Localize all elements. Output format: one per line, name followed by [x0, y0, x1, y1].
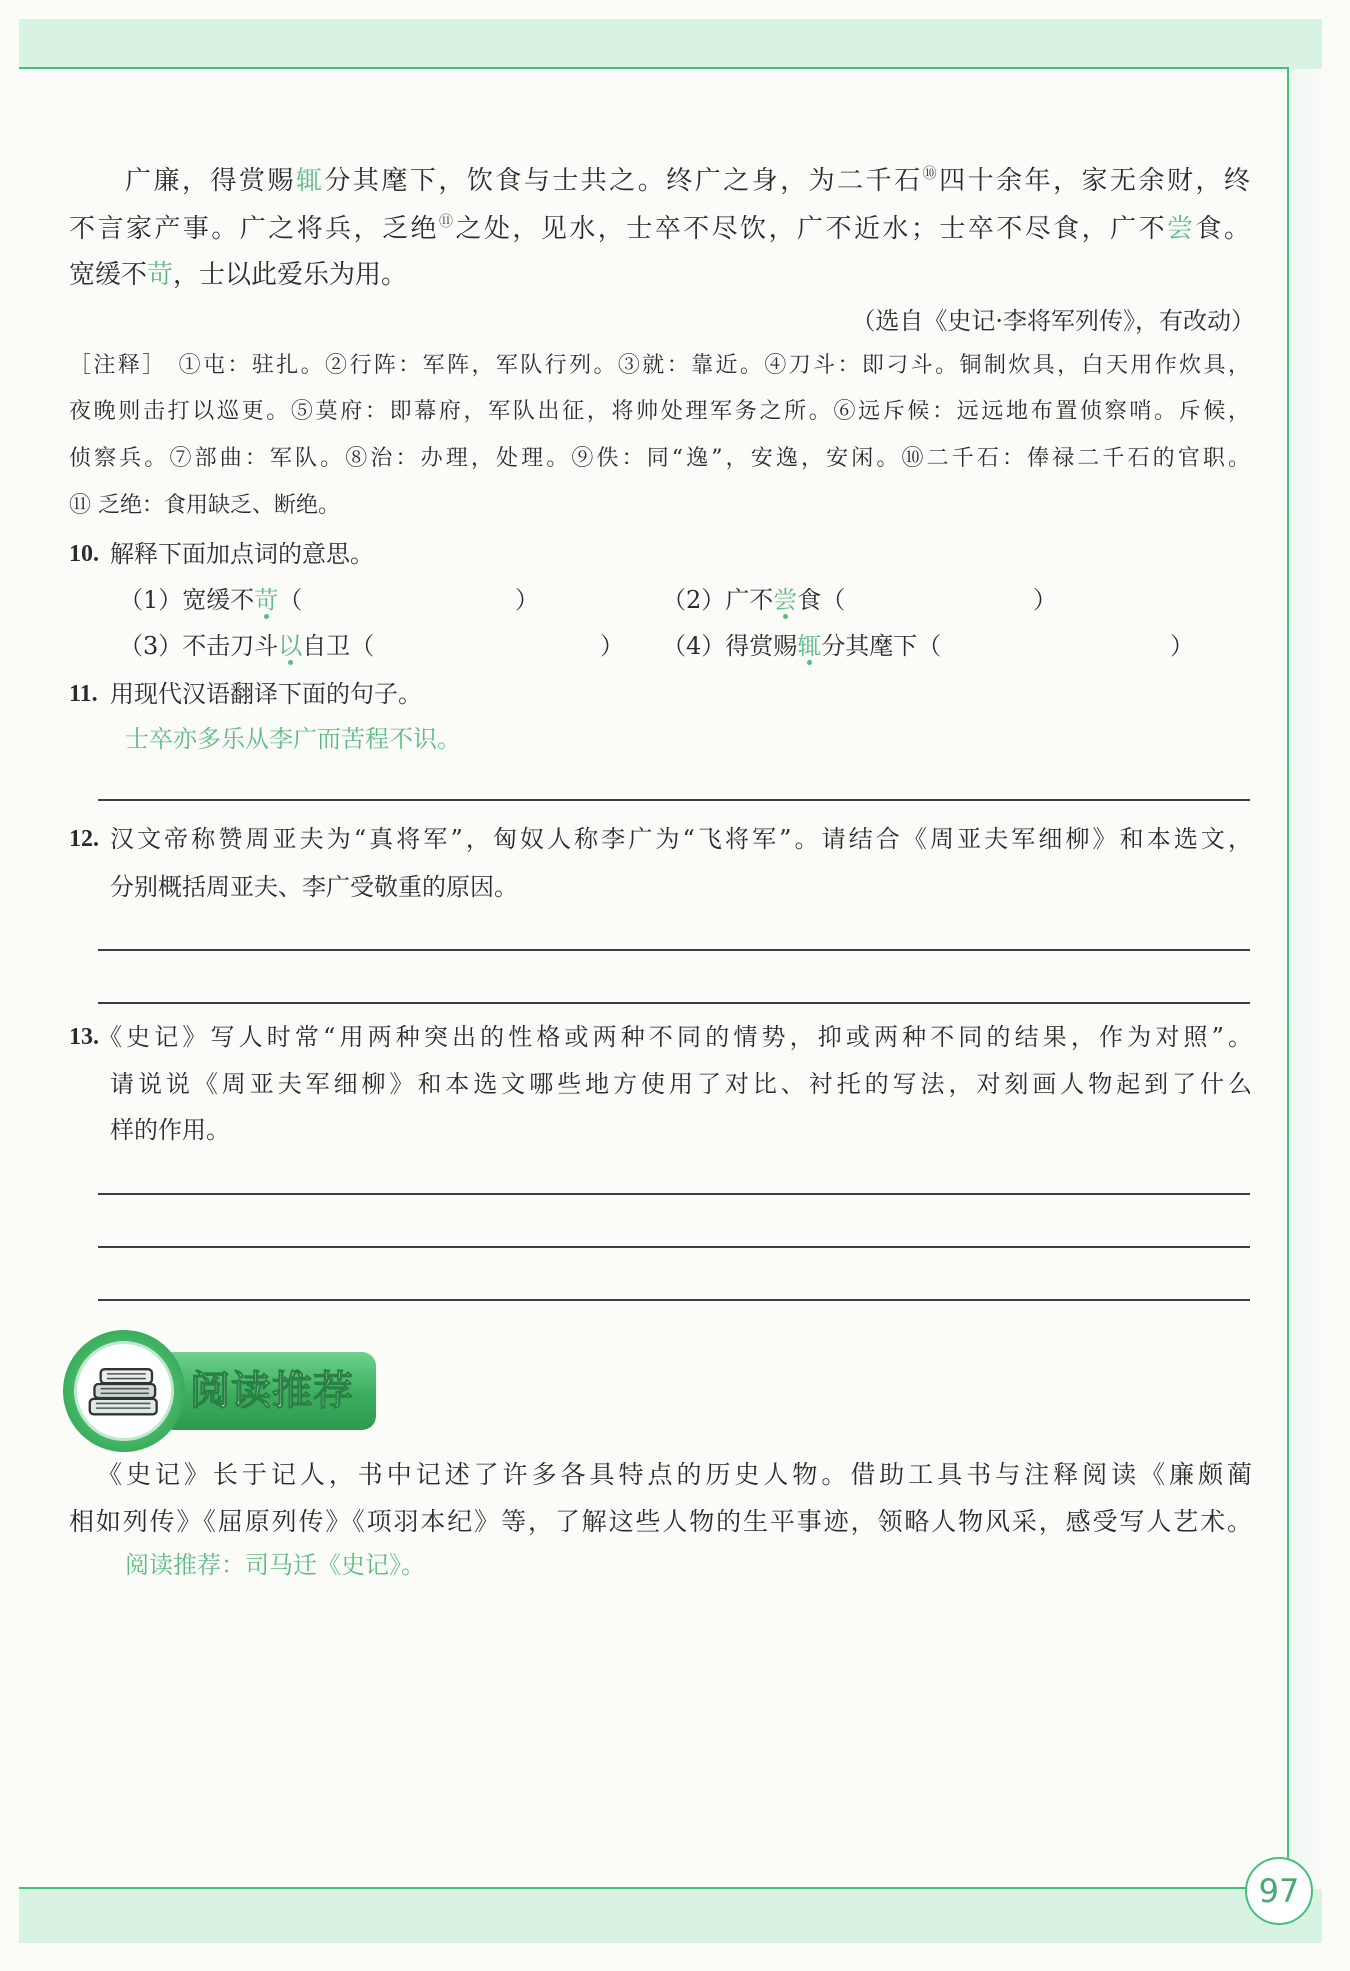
question-prompt: 解释下面加点词的意思。	[110, 540, 374, 568]
dotted-word: 尝	[773, 580, 797, 620]
answer-blank	[374, 626, 600, 666]
dotted-word: 以	[278, 626, 302, 666]
note-reference: ⑩	[922, 166, 940, 182]
notes-line: ⑪ 乏绝：食用缺乏、断绝。	[69, 493, 340, 518]
item-label: （1）	[119, 586, 183, 614]
item-text: 宽缓不	[182, 586, 255, 614]
translate-sentence: 士卒亦多乐从李广而苦程不识。	[125, 725, 461, 753]
item-label: （3）	[119, 632, 183, 660]
item-label: （2）	[662, 586, 726, 614]
item-text: 不击刀斗	[182, 632, 279, 660]
answer-line	[98, 1246, 1250, 1248]
passage-line	[125, 161, 1250, 201]
answer-blank	[302, 580, 515, 620]
highlighted-word: 辄	[295, 166, 325, 196]
answer-blank	[941, 626, 1170, 666]
paren-open: （	[917, 632, 942, 660]
notes-line: 夜晚则击打以巡更。⑤莫府：即幕府，军队出征，将帅处理军务之所。⑥远斥候：远远地布置侦察哨。斥候，	[69, 399, 1250, 424]
reading-paragraph-line: 《史记》长于记人，书中记述了许多各具特点的历史人物。借助工具书与注释阅读《廉颇蔺	[97, 1460, 1252, 1489]
question-number: 10.	[69, 541, 99, 567]
item-text: 自卫	[302, 632, 351, 660]
paren-open: （	[350, 632, 375, 660]
top-band	[19, 19, 1322, 69]
passage-text: ，士以此爱乐为用。	[173, 260, 408, 290]
passage-source: （选自《史记·李将军列传》，有改动）	[851, 307, 1255, 335]
note-reference: ⑪	[439, 214, 456, 230]
answer-line	[98, 799, 1250, 801]
passage-text: 宽缓不	[69, 260, 148, 290]
question-prompt: 样的作用。	[110, 1116, 230, 1144]
question-number: 12.	[69, 826, 99, 852]
reading-paragraph-line: 相如列传》《屈原列传》《项羽本纪》等，了解这些人物的生平事迹，领略人物风采，感受写人艺术。	[69, 1507, 1252, 1536]
dotted-word: 苛	[254, 580, 278, 620]
notes-text: ①屯：驻扎。②行阵：军阵，军队行列。③就：靠近。④刀斗：即刁斗。铜制炊具，白天用作炊具，	[178, 353, 1250, 378]
question-number: 13.	[69, 1024, 99, 1050]
answer-line	[98, 949, 1250, 951]
question-prompt: 《史记》写人时常“用两种突出的性格或两种不同的情势，抑或两种不同的结果，作为对照”。	[98, 1023, 1252, 1051]
answer-line	[98, 1002, 1250, 1004]
notes-line: 侦察兵。⑦部曲：军队。⑧治：办理，处理。⑨佚：同“逸”，安逸，安闲。⑩二千石：俸禄二千石的官职。	[69, 446, 1250, 471]
question-prompt: 分别概括周亚夫、李广受敬重的原因。	[110, 873, 518, 901]
q10-item-2	[662, 580, 1057, 620]
passage-line	[69, 255, 1250, 295]
q10-item-4	[662, 626, 1194, 666]
reading-recommendation: 阅读推荐：司马迁《史记》。	[125, 1551, 425, 1579]
q10-item-3	[119, 626, 624, 666]
dotted-word: 辄	[797, 626, 821, 666]
notes-line	[69, 346, 1250, 386]
item-text: 食	[797, 586, 822, 614]
banner-badge-inner	[74, 1341, 174, 1441]
item-text: 广不	[725, 586, 774, 614]
passage-text: 食。	[1195, 214, 1250, 244]
right-border	[1287, 67, 1289, 1889]
right-band	[1289, 69, 1322, 1889]
paren-open: （	[821, 586, 846, 614]
highlighted-word: 苛	[147, 260, 174, 290]
passage-text: 不言家产事。广之将兵，乏绝	[69, 214, 440, 244]
banner-badge	[63, 1330, 185, 1452]
passage-text: 四十余年，家无余财，终	[939, 166, 1250, 196]
paren-open: （	[278, 586, 303, 614]
passage-text: 分其麾下，饮食与士共之。终广之身，为二千石	[324, 166, 923, 196]
answer-line	[98, 1299, 1250, 1301]
passage-text: 广廉，得赏赐	[125, 166, 296, 196]
highlighted-word: 尝	[1167, 214, 1196, 244]
notes-label: ［注释］	[69, 353, 167, 378]
passage-text: 之处，见水，士卒不尽饮，广不近水；士卒不尽食，广不	[455, 214, 1168, 244]
page-number: 97	[1245, 1857, 1313, 1925]
paren-close: ）	[1170, 632, 1194, 660]
books-icon	[85, 1363, 163, 1419]
top-border	[19, 67, 1289, 69]
paren-close: ）	[600, 632, 624, 660]
banner-title: 阅读推荐	[160, 1352, 376, 1430]
item-label: （4）	[662, 632, 726, 660]
question-prompt: 用现代汉语翻译下面的句子。	[110, 680, 422, 708]
item-text: 得赏赐	[725, 632, 798, 660]
paren-close: ）	[1033, 586, 1057, 614]
question-prompt: 请说说《周亚夫军细柳》和本选文哪些地方使用了对比、衬托的写法，对刻画人物起到了什么	[110, 1070, 1252, 1098]
paren-close: ）	[515, 586, 539, 614]
answer-blank	[845, 580, 1033, 620]
question-number: 11.	[69, 681, 98, 707]
passage-line	[69, 209, 1250, 249]
q10-item-1	[119, 580, 539, 620]
answer-line	[98, 1193, 1250, 1195]
question-prompt: 汉文帝称赞周亚夫为“真将军”，匈奴人称李广为“飞将军”。请结合《周亚夫军细柳》和本选文，	[110, 825, 1252, 853]
item-text: 分其麾下	[821, 632, 918, 660]
bottom-band	[19, 1889, 1322, 1943]
